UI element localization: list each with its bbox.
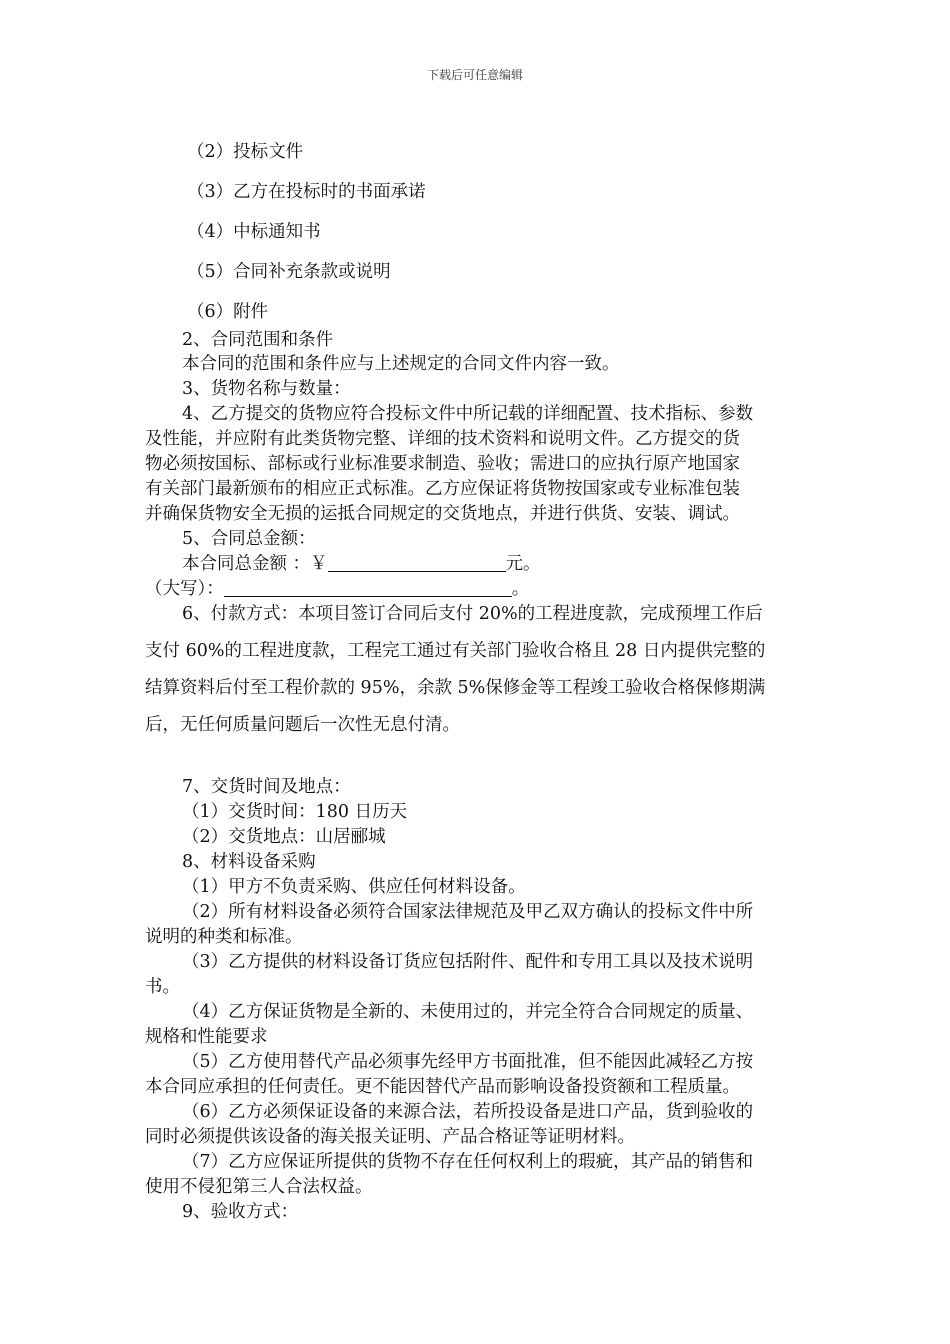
list-item-award-notice: （4）中标通知书: [187, 222, 321, 242]
list-item-bid-docs: （2）投标文件: [187, 142, 304, 162]
section-7-title: 7、交货时间及地点：: [182, 777, 351, 797]
section-2-body: 本合同的范围和条件应与上述规定的合同文件内容一致。: [182, 354, 620, 374]
section-5-title: 5、合同总金额：: [182, 529, 316, 549]
section-4-line-2: 及性能，并应附有此类货物完整、详细的技术资料和说明文件。乙方提交的货: [145, 429, 740, 449]
contract-amount-unit: 元。: [505, 554, 541, 574]
section-8-title: 8、材料设备采购: [182, 852, 316, 872]
section-8-line-5: 书。: [145, 977, 180, 997]
amount-in-words-row: [145, 575, 529, 600]
section-8-line-3: 说明的种类和标准。: [145, 927, 303, 947]
section-8-line-6: （4）乙方保证货物是全新的、未使用过的，并完全符合合同规定的质量、: [182, 1002, 754, 1022]
section-4-line-3: 物必须按国标、部标或行业标准要求制造、验收；需进口的应执行原产地国家: [145, 454, 740, 474]
section-8-line-11: 同时必须提供该设备的海关报关证明、产品合格证等证明材料。: [145, 1127, 635, 1147]
section-8-line-10: （6）乙方必须保证设备的来源合法，若所投设备是进口产品，货到验收的: [182, 1102, 754, 1122]
section-8-line-7: 规格和性能要求: [145, 1027, 268, 1047]
section-8-line-8: （5）乙方使用替代产品必须事先经甲方书面批准，但不能因此减轻乙方按: [182, 1052, 754, 1072]
amount-in-words-label: （大写）：: [145, 579, 224, 599]
contract-amount-blank: [328, 554, 506, 572]
list-item-supplementary: （5）合同补充条款或说明: [187, 262, 391, 282]
section-8-line-9: 本合同应承担的任何责任。更不能因替代产品而影响设备投资额和工程质量。: [145, 1077, 740, 1097]
page-header: 下载后可任意编辑: [426, 68, 523, 82]
section-8-line-12: （7）乙方应保证所提供的货物不存在任何权利上的瑕疵，其产品的销售和: [182, 1152, 754, 1172]
contract-amount-row: [182, 550, 541, 575]
list-item-written-commitment: （3）乙方在投标时的书面承诺: [187, 182, 426, 202]
amount-in-words-blank: [224, 579, 512, 597]
section-6-line-1: 6、付款方式：本项目签订合同后支付 20%的工程进度款，完成预埋工作后: [182, 604, 763, 624]
section-4-line-5: 并确保货物安全无损的运抵合同规定的交货地点，并进行供货、安装、调试。: [145, 504, 740, 524]
list-item-attachments: （6）附件: [187, 302, 269, 322]
section-9-title: 9、验收方式：: [182, 1202, 299, 1222]
section-6-line-4: 后，无任何质量问题后一次性无息付清。: [145, 715, 460, 735]
section-8-line-4: （3）乙方提供的材料设备订货应包括附件、配件和专用工具以及技术说明: [182, 952, 754, 972]
section-6-line-2: 支付 60%的工程进度款，工程完工通过有关部门验收合格且 28 日内提供完整的: [145, 641, 766, 661]
section-3-title: 3、货物名称与数量：: [182, 379, 351, 399]
section-8-line-2: （2）所有材料设备必须符合国家法律规范及甲乙双方确认的投标文件中所: [182, 902, 754, 922]
contract-amount-label: 本合同总金额 ：￥: [182, 554, 328, 574]
section-4-line-4: 有关部门最新颁布的相应正式标准。乙方应保证将货物按国家或专业标准包装: [145, 479, 740, 499]
section-6-line-3: 结算资料后付至工程价款的 95%，余款 5%保修金等工程竣工验收合格保修期满: [145, 678, 766, 698]
amount-in-words-end: 。: [511, 579, 530, 599]
delivery-location: （2）交货地点：山居郦城: [182, 827, 386, 847]
section-8-line-1: （1）甲方不负责采购、供应任何材料设备。: [182, 877, 526, 897]
section-4-line-1: 4、乙方提交的货物应符合投标文件中所记载的详细配置、技术指标、参数: [182, 404, 754, 424]
delivery-time: （1）交货时间：180 日历天: [182, 802, 408, 822]
section-2-title: 2、合同范围和条件: [182, 330, 334, 350]
section-8-line-13: 使用不侵犯第三人合法权益。: [145, 1177, 373, 1197]
